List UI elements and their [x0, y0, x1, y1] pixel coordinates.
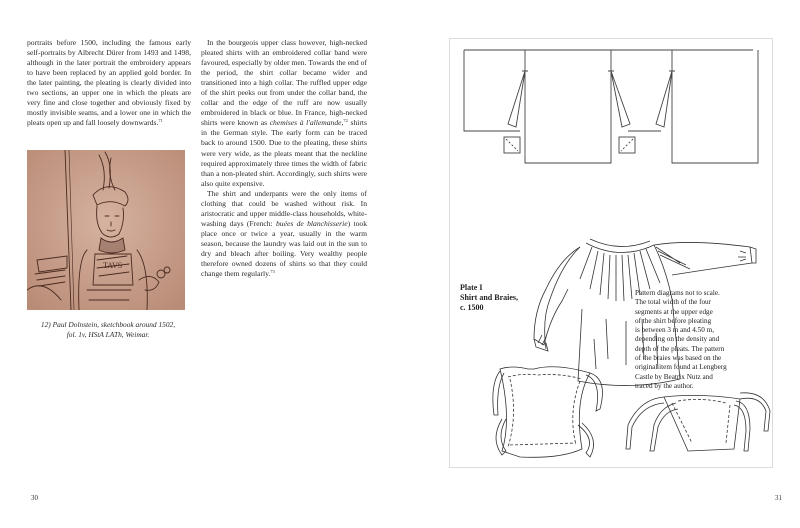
paragraph: [201, 189, 367, 279]
paragraph-text: The shirt and underpants were the only items of clothing that could be washed without risk. In aristocratic and upper middle-class households, white-washing days (French:: [201, 188, 367, 228]
plate-note-line: The total width of the four: [635, 298, 712, 307]
braies-open-illustration: [493, 367, 603, 458]
sketch-image: [27, 150, 185, 310]
footnote-ref[interactable]: 72: [343, 118, 348, 124]
page-number-right: 31: [775, 494, 782, 502]
paragraph-text: shirts in the German style. The early form can be traced back to around 1500. Due to the pleating, these shirts were very wide, as the pleats meant that the neckline required approximately three times the width of fabric than a non-pleated shirt. Accordingly, such shirts were also quite expensive.: [201, 118, 367, 188]
footnote-ref[interactable]: 71: [158, 118, 163, 124]
svg-text:TAVS: TAVS: [103, 261, 123, 270]
paragraph-text: ) took place once or twice a year, usually in the warm season, because the laundry was laid out in the sun to dry and bleach after boiling. Very wealthy people therefore owned dozens of shirts so that they could change them regularly.: [201, 218, 367, 279]
plate-note-line: original item found at Lengberg: [635, 363, 727, 372]
plate-drawings: [450, 39, 774, 469]
paragraph-text: In the bourgeois upper class however, high-necked pleated shirts with an embroidered collar band were favoured, especially by older men. Towards the end of the period, the shirt collar became wider and transitioned into a high collar. The ruffled upper edge of the shirt peeks out from under the collar band, the collar and the edge of the ruff are now usually embroidered in black or blue. In France, high-necked shirts were known as: [201, 38, 367, 128]
figure-caption: [20, 320, 196, 340]
plate-title-line: c. 1500: [460, 303, 484, 312]
paragraph: [27, 38, 191, 128]
plate-note-line: depth of the pleats. The pattern: [635, 344, 725, 353]
italic-term: chemises à l'allemande: [269, 118, 342, 128]
plate-note-line: depending on the density and: [635, 335, 720, 344]
plate-note: [635, 289, 765, 391]
plate-note-line: is between 3 m and 4.50 m,: [635, 326, 715, 335]
right-page: [400, 0, 800, 528]
plate-note-line: segments at the upper edge: [635, 307, 713, 316]
caption-line: 12) Paul Dolnstein, sketchbook around 1502,: [40, 320, 176, 329]
paragraph: In the bourgeois upper class however, high-necked pleated shirts with an embroidered collar band were favoured, especially by older men. Towards the end of the period, the shirt collar became wider and transitioned into a high collar. The ruffled upper edge of the shirt peeks out from under the collar band, the collar and the edge of the ruff are now usually embroidered in black or blue. In France, high-necked shirts were known as chemises à l'allemande,$^{72}$ shirts in the German style. The early form can be traced back to around 1500. Due to the pleating, these shirts were very wide, as the pleats meant that the neckline required approximately three times the width of fabric than a non-pleated shirt. Accordingly, such shirts were also quite expensive.: [201, 38, 367, 188]
page-number-left: 30: [31, 494, 38, 502]
plate-frame: [449, 38, 773, 468]
plate-title: [460, 283, 560, 313]
plate-note-line: of the shirt before pleating: [635, 316, 712, 325]
text-column-2: [201, 38, 367, 279]
braies-tied-illustration: [626, 393, 770, 451]
footnote-ref[interactable]: 73: [270, 269, 275, 275]
plate-title-line: Plate I: [460, 283, 483, 292]
shirt-pattern-diagram: [464, 50, 758, 163]
text-column-1: [27, 38, 191, 128]
caption-line: fol. 1v, HStA LATh, Weimar.: [66, 330, 150, 339]
figure-sketch: [27, 150, 185, 310]
plate-title-line: Shirt and Braies,: [460, 293, 519, 302]
plate-note-line: Castle by Beatrix Nutz and: [635, 372, 713, 381]
plate-note-line: of the braies was based on the: [635, 354, 722, 363]
plate-note-line: Pattern diagrams not to scale.: [635, 289, 720, 297]
plate-note-line: traced by the author.: [635, 381, 694, 390]
italic-term: buées de blanchisserie: [275, 218, 348, 228]
paragraph-text: portraits before 1500, including the famous early self-portraits by Albrecht Dürer from 1493 and 1498, although in the later portrait the embroidery appears to have been replaced by an applied gold border. In the later painting, the pleating is clearly divided into two sections, an upper one in which the pleats are very fine and close together and obviously fixed by mostly invisible seams, and a lower one in which the pleats open up and fall loosely downwards.: [27, 38, 191, 128]
